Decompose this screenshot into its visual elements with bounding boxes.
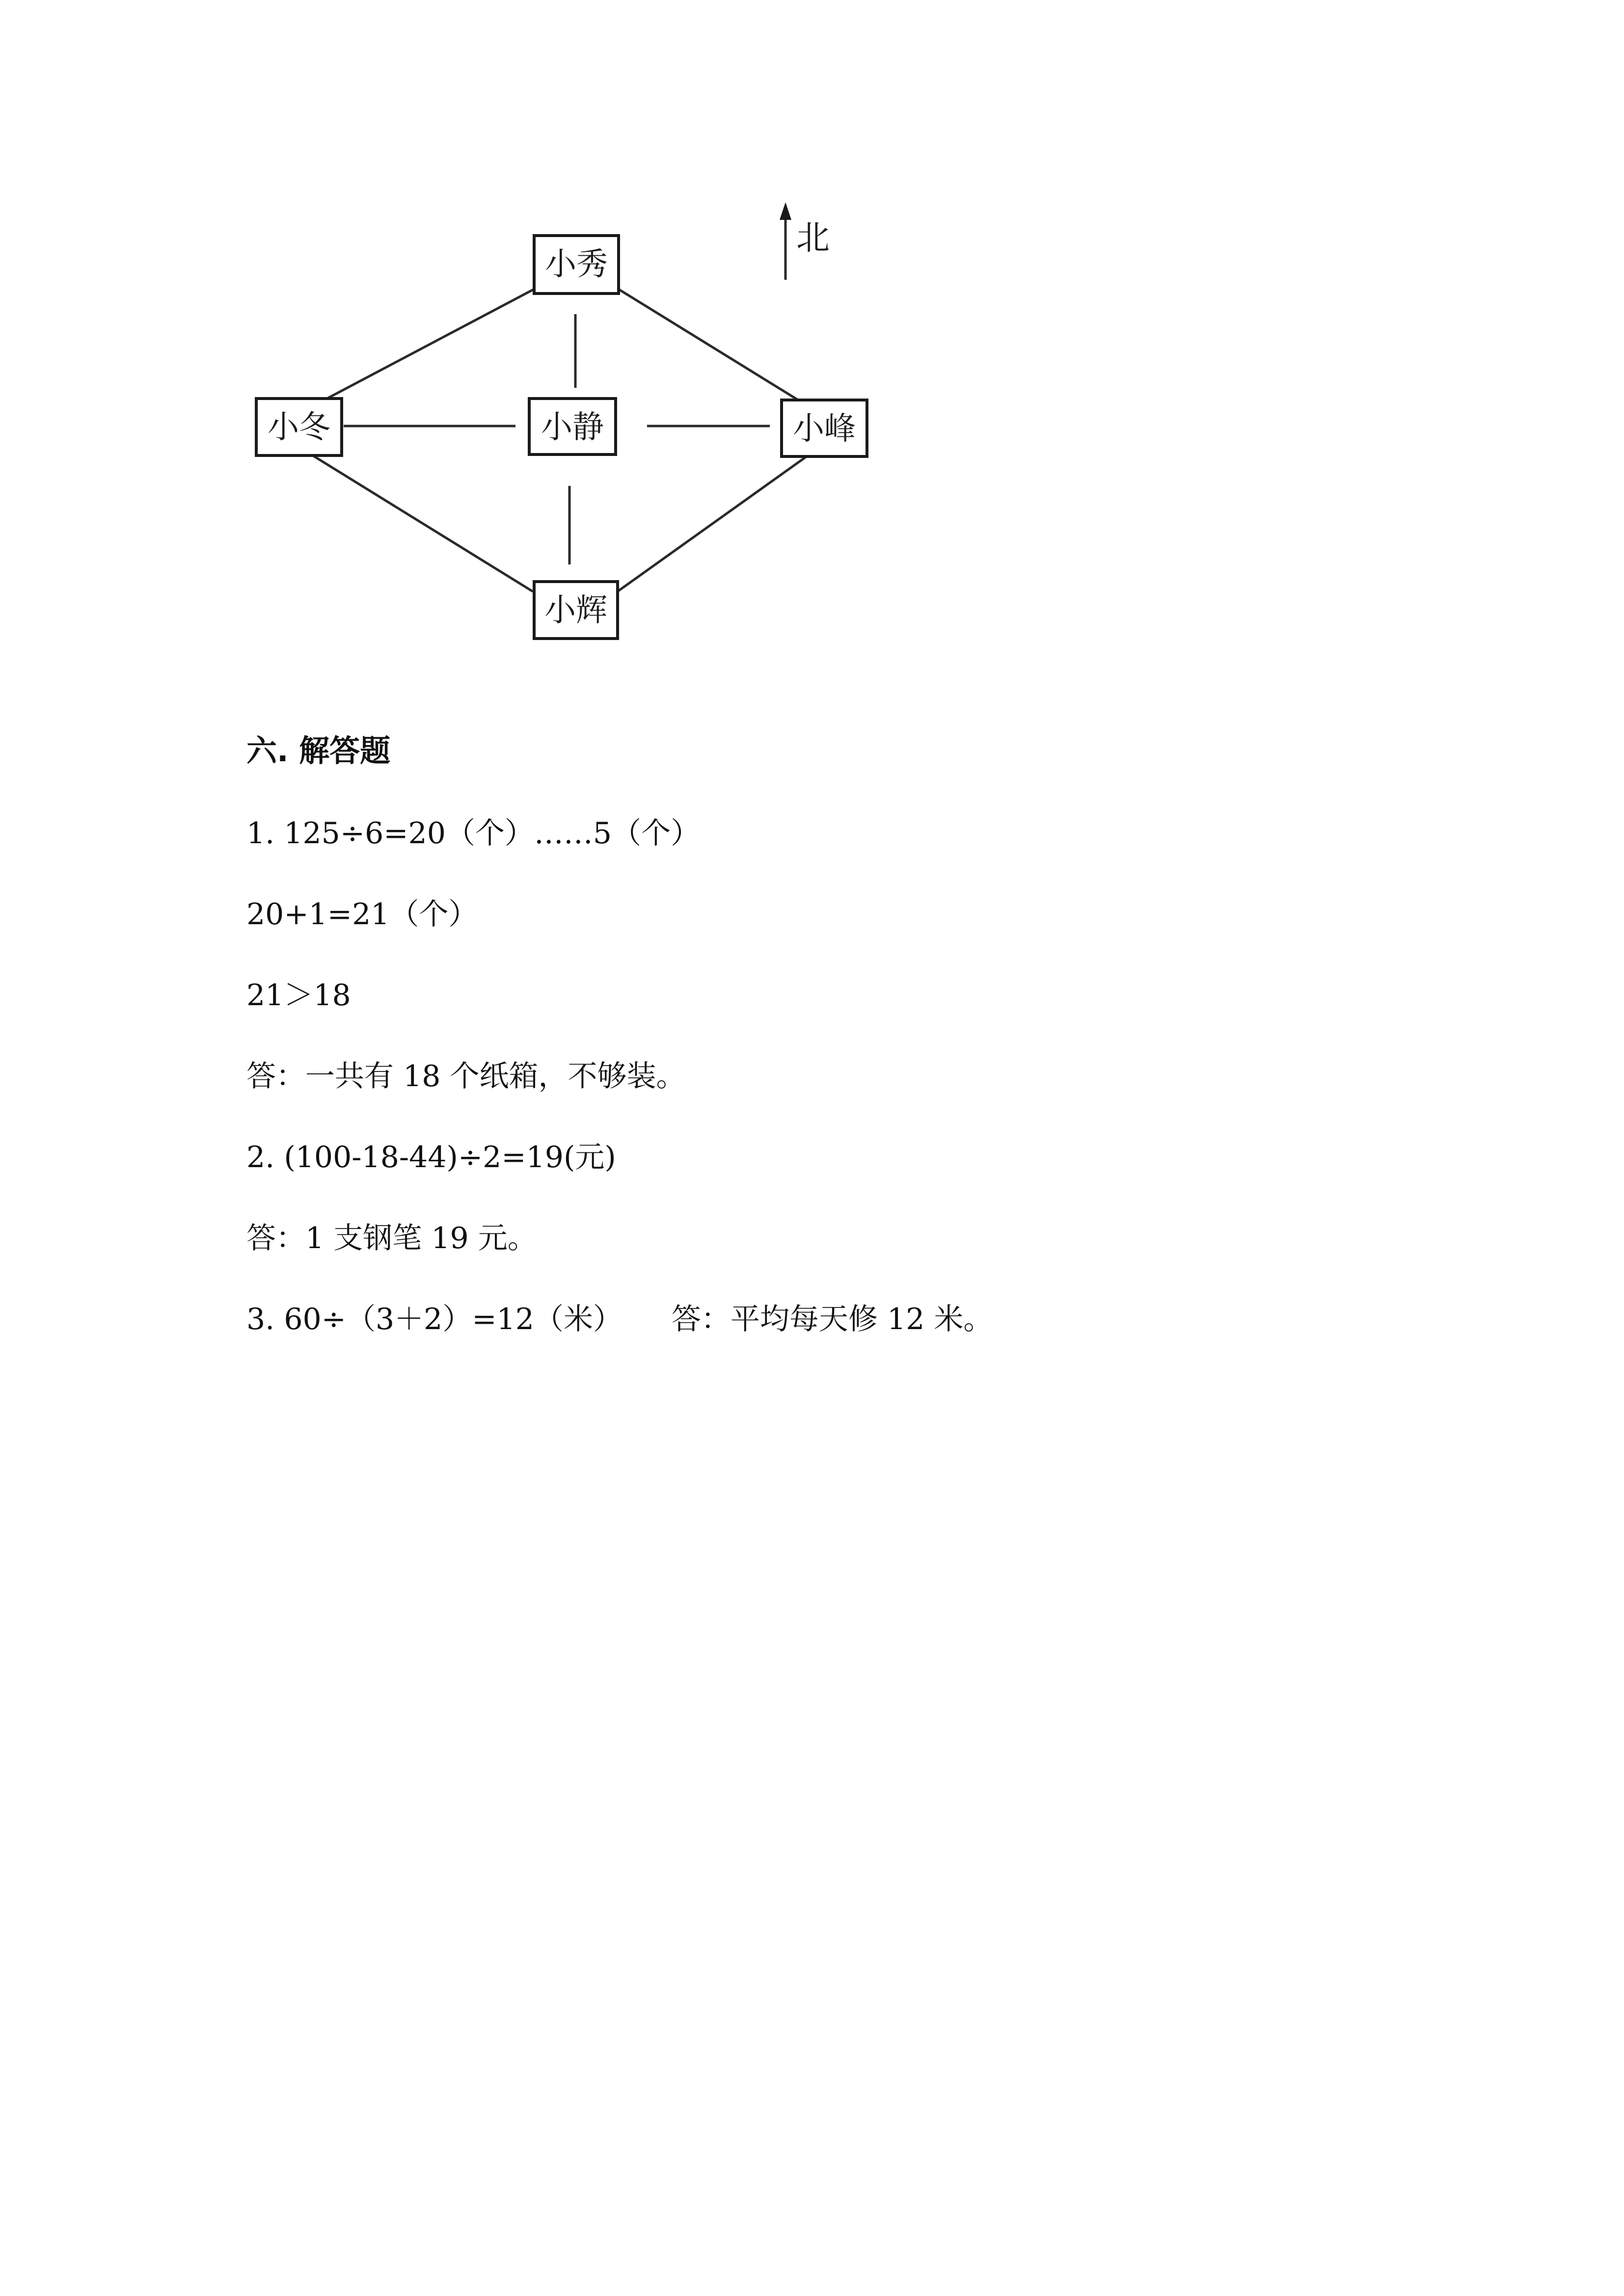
edge-top-left <box>310 289 535 407</box>
edge-right-bottom <box>618 454 810 591</box>
answer-line-1: 1. 125÷6=20（个）……5（个） <box>246 816 701 851</box>
edge-left-bottom <box>310 454 533 591</box>
answer-line-7 <box>246 1300 993 1339</box>
answer-3-calc: 3. 60÷（3＋2）=12（米） <box>246 1302 623 1336</box>
edge-top-right <box>618 289 810 407</box>
answer-line-4: 答：一共有 18 个纸箱，不够装。 <box>246 1059 686 1094</box>
section-title: 六. 解答题 <box>246 733 391 769</box>
answer-3-conclusion: 答：平均每天修 12 米。 <box>671 1302 993 1336</box>
position-diagram <box>0 0 1624 687</box>
node-label-right: 小峰 <box>793 411 856 447</box>
node-label-top: 小秀 <box>545 246 608 283</box>
node-label-left: 小冬 <box>268 409 330 446</box>
answer-line-3: 21＞18 <box>246 978 351 1013</box>
answer-line-5: 2. (100-18-44)÷2=19(元) <box>246 1140 616 1175</box>
node-label-center: 小静 <box>541 409 604 446</box>
answer-line-2: 20+1=21（个） <box>246 897 478 932</box>
north-label: 北 <box>796 219 830 258</box>
node-label-bottom: 小辉 <box>544 592 607 629</box>
north-arrow-head <box>780 202 791 220</box>
answer-line-6: 答：1 支钢笔 19 元。 <box>246 1221 537 1255</box>
